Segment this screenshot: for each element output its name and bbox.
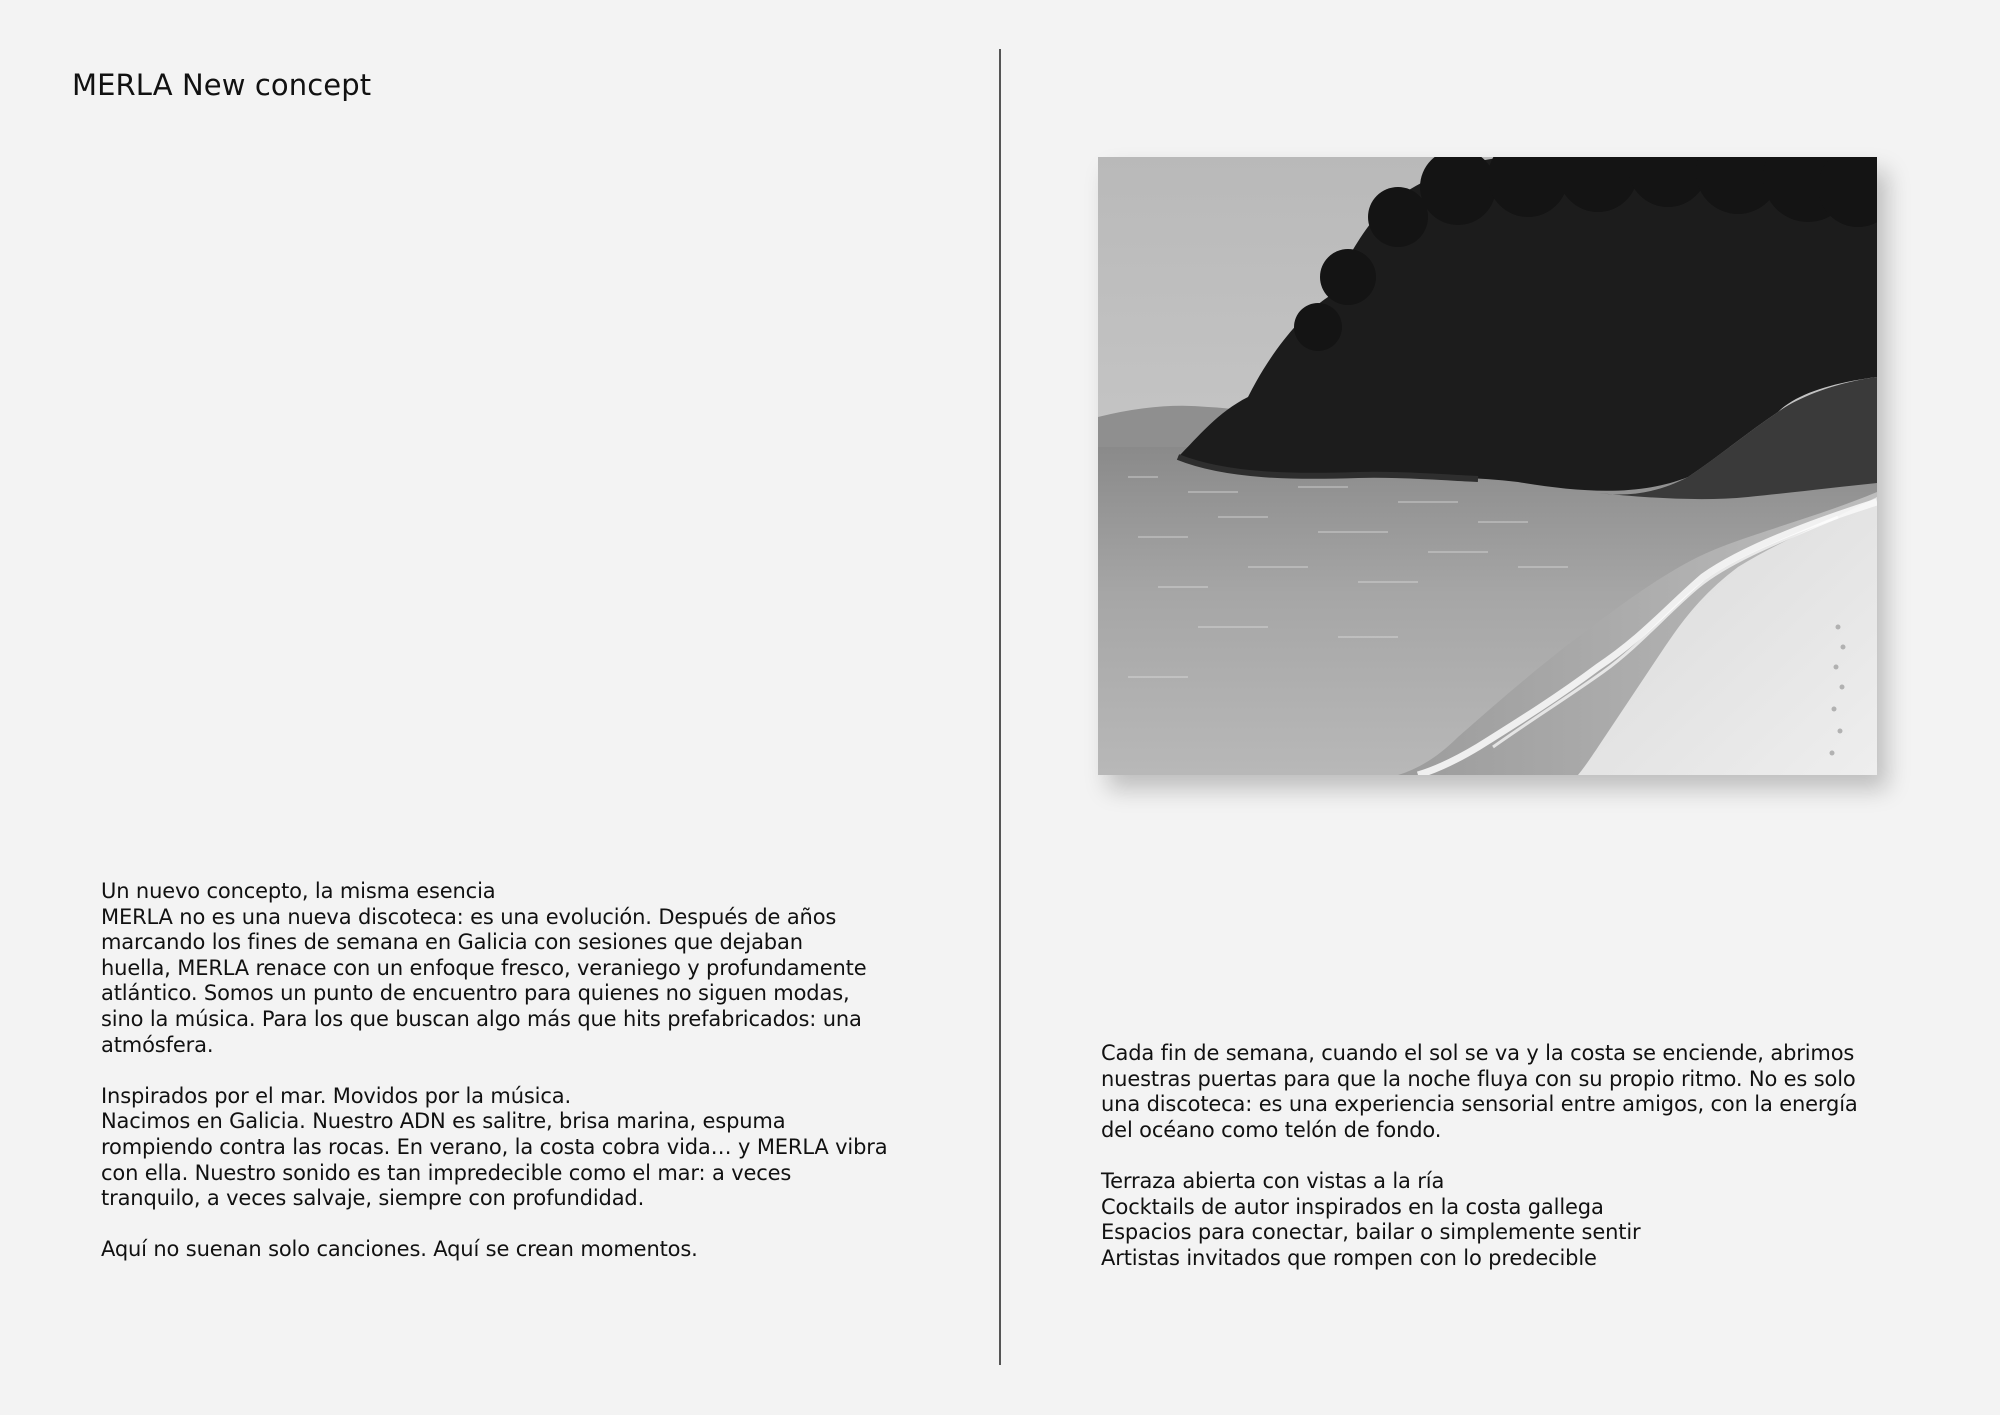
- paragraph-line: atlántico. Somos un punto de encuentro para quienes no siguen modas,: [101, 981, 850, 1006]
- paragraph-line: Un nuevo concepto, la misma esencia: [101, 879, 496, 903]
- features-list: [1101, 1169, 1921, 1271]
- right-text-block: [1101, 1041, 1921, 1271]
- beach-photo: [1098, 157, 1877, 775]
- paragraph-line: huella, MERLA renace con un enfoque fresco, veraniego y profundamente: [101, 955, 867, 980]
- weekend-paragraph: [1101, 1041, 1921, 1143]
- feature-item: Terraza abierta con vistas a la ría: [1101, 1168, 1445, 1193]
- paragraph-line: nuestras puertas para que la noche fluya con su propio ritmo. No es solo: [1101, 1066, 1856, 1091]
- feature-item: Artistas invitados que rompen con lo predecible: [1101, 1245, 1597, 1270]
- paragraph-line: Cada fin de semana, cuando el sol se va y la costa se enciende, abrimos: [1101, 1041, 1855, 1065]
- feature-item: Cocktails de autor inspirados en la costa gallega: [1101, 1194, 1604, 1219]
- left-text-block: [101, 879, 921, 1263]
- paragraph-line: del océano como telón de fondo.: [1101, 1117, 1442, 1142]
- paragraph-line: sino la música. Para los que buscan algo más que hits prefabricados: una: [101, 1006, 862, 1031]
- intro-paragraph: [101, 879, 921, 1058]
- page-title: MERLA New concept: [72, 68, 372, 102]
- paragraph-line: Nacimos en Galicia. Nuestro ADN es salitre, brisa marina, espuma: [101, 1109, 786, 1134]
- paragraph-line: rompiendo contra las rocas. En verano, la costa cobra vida… y MERLA vibra: [101, 1134, 888, 1159]
- paragraph-line: una discoteca: es una experiencia sensorial entre amigos, con la energía: [1101, 1092, 1858, 1117]
- paragraph-line: Aquí no suenan solo canciones. Aquí se crean momentos.: [101, 1237, 698, 1262]
- paragraph-line: tranquilo, a veces salvaje, siempre con profundidad.: [101, 1186, 645, 1211]
- inspiration-paragraph: [101, 1084, 921, 1212]
- feature-item: Espacios para conectar, bailar o simplemente sentir: [1101, 1220, 1641, 1245]
- column-divider: [999, 49, 1001, 1365]
- paragraph-line: marcando los fines de semana en Galicia con sesiones que dejaban: [101, 930, 803, 955]
- paragraph-line: MERLA no es una nueva discoteca: es una evolución. Después de años: [101, 904, 837, 929]
- paragraph-line: con ella. Nuestro sonido es tan impredecible como el mar: a veces: [101, 1160, 792, 1185]
- paragraph-line: atmósfera.: [101, 1032, 214, 1057]
- paragraph-line: Inspirados por el mar. Movidos por la música.: [101, 1083, 571, 1108]
- beach-photo-image: [1098, 157, 1877, 775]
- closing-paragraph: [101, 1237, 921, 1263]
